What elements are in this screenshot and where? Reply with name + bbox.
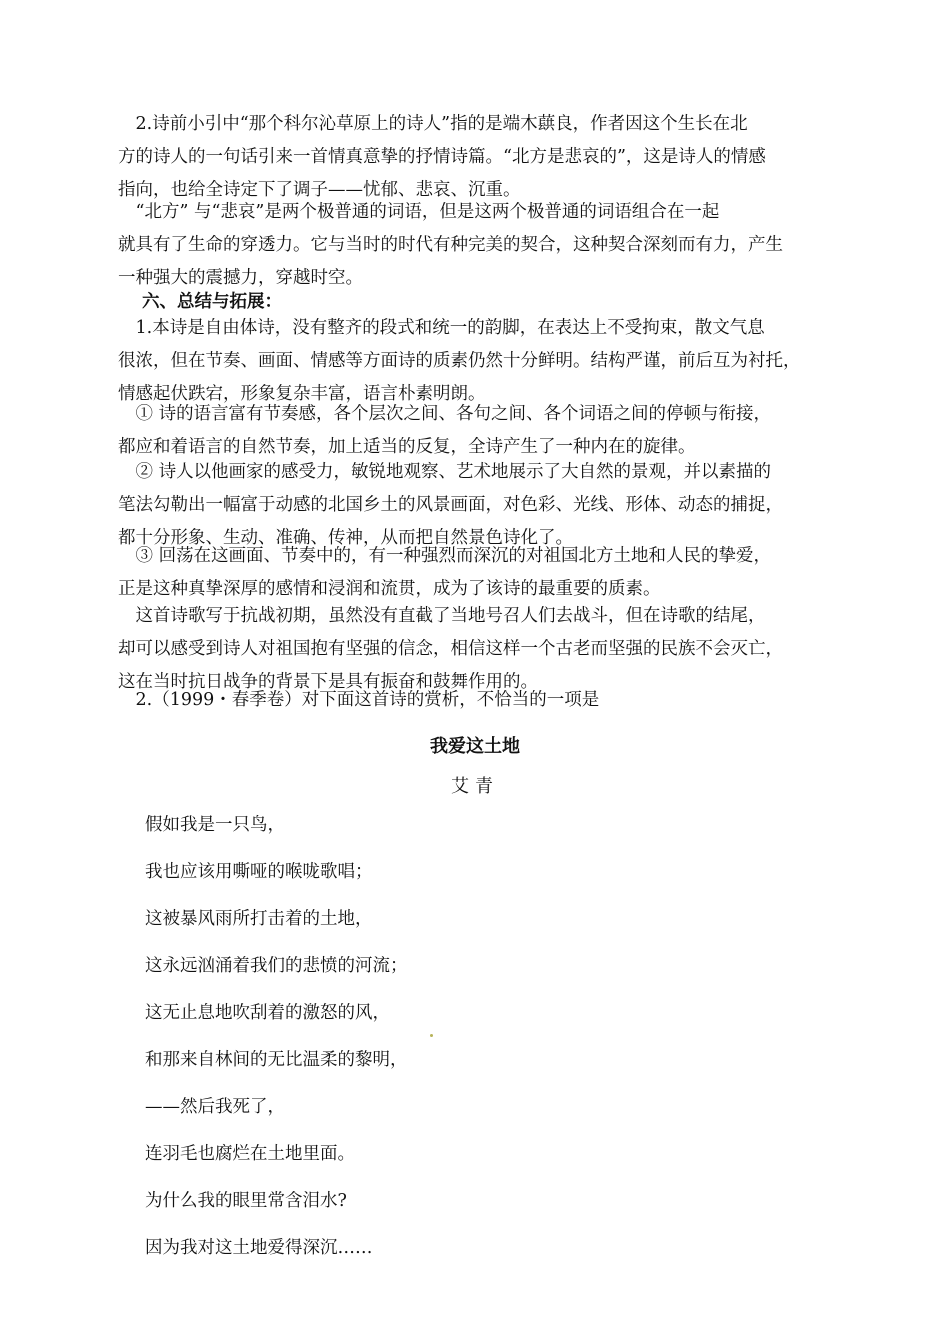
section-heading: 六、总结与拓展：: [142, 292, 282, 312]
text-line: 这首诗歌写于抗战初期，虽然没有直截了当地号召人们去战斗，但在诗歌的结尾，: [118, 606, 766, 626]
text-line: ① 诗的语言富有节奏感，各个层次之间、各句之间、各个词语之间的停顿与衔接，: [118, 404, 772, 424]
poem-line: 这被暴风雨所打击着的土地，: [145, 909, 373, 929]
text-line: 2.诗前小引中“那个科尔沁草原上的诗人”指的是端木蕻良，作者因这个生长在北: [118, 114, 748, 134]
text-line: 都十分形象、生动、准确、传神，从而把自然景色诗化了。: [118, 528, 573, 548]
text-line: ③ 回荡在这画面、节奏中的，有一种强烈而深沉的对祖国北方土地和人民的挚爱，: [118, 546, 772, 566]
text-line: 2.（1999・春季卷）对下面这首诗的赏析，不恰当的一项是: [118, 690, 600, 710]
text-line: “北方” 与“悲哀”是两个极普通的词语，但是这两个极普通的词语组合在一起: [118, 202, 720, 222]
poem-author: 艾青: [451, 776, 499, 797]
text-line: 一种强大的震撼力，穿越时空。: [118, 268, 363, 288]
poem-line: 假如我是一只鸟，: [145, 815, 285, 835]
paragraph-summary: [118, 312, 838, 411]
text-line: 笔法勾勒出一幅富于动感的北国乡土的风景画面，对色彩、光线、形体、动态的捕捉，: [118, 495, 783, 515]
text-line: 指向，也给全诗定下了调子——忧郁、悲哀、沉重。: [118, 180, 521, 200]
poem-line: 这无止息地吹刮着的激怒的风，: [145, 1003, 390, 1023]
paragraph-point-1: [118, 398, 838, 464]
text-line: ② 诗人以他画家的感受力，敏锐地观察、艺术地展示了大自然的景观，并以素描的: [118, 462, 772, 482]
poem-line: 为什么我的眼里常含泪水?: [145, 1191, 347, 1211]
text-line: 情感起伏跌宕，形象复杂丰富，语言朴素明朗。: [118, 384, 486, 404]
text-line: 就具有了生命的穿透力。它与当时的时代有种完美的契合，这种契合深刻而有力，产生: [118, 235, 783, 255]
paragraph-poem-intro: [118, 108, 838, 207]
paragraph-point-3: [118, 540, 838, 606]
text-line: 方的诗人的一句话引来一首情真意挚的抒情诗篇。“北方是悲哀的”，这是诗人的情感: [118, 147, 766, 167]
text-line: 都应和着语言的自然节奏，加上适当的反复，全诗产生了一种内在的旋律。: [118, 437, 696, 457]
text-line: 却可以感受到诗人对祖国抱有坚强的信念，相信这样一个古老而坚强的民族不会灭亡，: [118, 639, 783, 659]
poem-line: 连羽毛也腐烂在土地里面。: [145, 1144, 355, 1164]
text-line: 正是这种真挚深厚的感情和浸润和流贯，成为了该诗的最重要的质素。: [118, 579, 661, 599]
poem-line: 和那来自林间的无比温柔的黎明，: [145, 1050, 408, 1070]
poem-body: [145, 810, 408, 1280]
text-line: 很浓，但在节奏、画面、情感等方面诗的质素仍然十分鲜明。结构严谨，前后互为衬托，: [118, 351, 801, 371]
poem-line: 因为我对这土地爱得深沉……: [145, 1238, 373, 1258]
paragraph-north-sorrow: [118, 196, 838, 295]
text-line: 这在当时抗日战争的背景下是具有振奋和鼓舞作用的。: [118, 672, 538, 692]
stray-mark-icon: [430, 1034, 433, 1037]
poem-line: 我也应该用嘶哑的喉咙歌唱；: [145, 862, 373, 882]
poem-line: 这永远汹涌着我们的悲愤的河流；: [145, 956, 408, 976]
poem-line: ——然后我死了，: [145, 1097, 285, 1117]
text-line: 1.本诗是自由体诗，没有整齐的段式和统一的韵脚，在表达上不受拘束，散文气息: [118, 318, 765, 338]
paragraph-question: [118, 684, 838, 717]
poem-title: 我爱这土地: [430, 736, 520, 757]
